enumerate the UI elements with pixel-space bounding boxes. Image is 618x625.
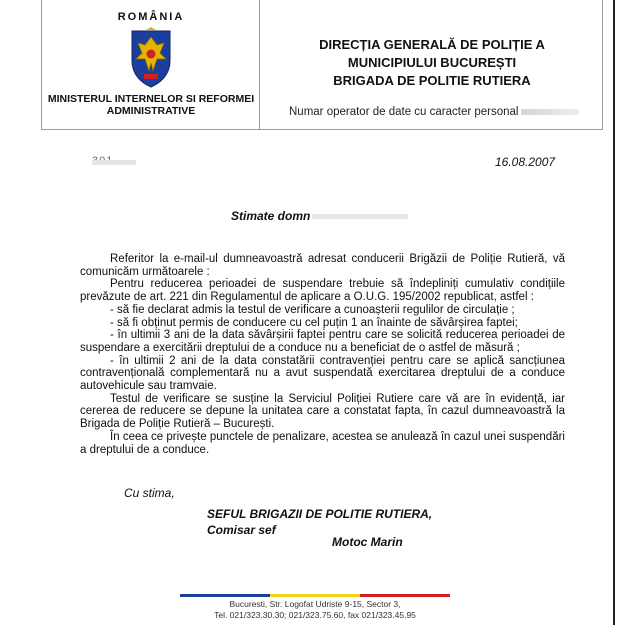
paragraph-intro: Referitor la e-mail-ul dumneavoastră adresat conducerii Brigăzii de Poliție Rutieră, vă comunicăm următoarele : xyxy=(80,253,565,278)
closing: Cu stima, xyxy=(124,486,175,500)
footer-phones: Tel. 021/323.30.30; 021/323.75.60, fax 021/323.45.95 xyxy=(214,610,416,620)
redacted-reference xyxy=(92,160,136,165)
redacted-recipient-name xyxy=(312,214,408,219)
letterhead-left-panel xyxy=(42,0,260,129)
condition-item: - în ultimii 3 ani de la data săvârșirii faptei pentru care se solicită reducerea perioadei de suspendare a exercitării dreptului de a conduce nu a beneficiat de o astfel de măsură ; xyxy=(80,329,565,354)
letter-body xyxy=(80,253,565,456)
footer-contact xyxy=(150,599,480,621)
flag-blue xyxy=(180,594,270,597)
footer-address: Bucuresti, Str. Logofat Udriste 9-15, Sector 3, xyxy=(229,599,401,609)
condition-item: - să fie declarat admis la testul de verificare a cunoașterii regulilor de circulație ; xyxy=(110,303,515,316)
ministry-name xyxy=(42,93,260,117)
coat-of-arms-icon xyxy=(126,27,176,89)
signature-rank: Comisar sef xyxy=(207,523,276,537)
country-name: ROMÂNIA xyxy=(117,11,185,23)
redacted-operator-number xyxy=(521,109,579,115)
directorate-line-2: MUNICIPIULUI BUCUREȘTI xyxy=(347,55,517,70)
directorate-title xyxy=(260,36,604,90)
flag-red xyxy=(360,594,450,597)
signature-name: Motoc Marin xyxy=(332,535,403,549)
paragraph-test: Testul de verificare se susține la Serviciul Poliției Rutiere care vă are în evidență, iar cererea de reducere se depune la unitatea care a constatat fapta, în cazul dumneavoastră la Brigada de Poliție Rutieră – București. xyxy=(80,392,565,431)
directorate-line-3: BRIGADA DE POLITIE RUTIERA xyxy=(333,73,531,88)
ministry-line-1: MINISTERUL INTERNELOR SI REFORMEI xyxy=(47,93,255,105)
condition-item: - să fi obținut permis de conducere cu cel puțin 1 an înainte de săvârșirea faptei; xyxy=(110,316,518,329)
letter-date: 16.08.2007 xyxy=(495,155,556,169)
condition-item: - în ultimii 2 ani de la data constatării contravenției pentru care se aplică sancțiunea contravențională complementară nu a avut suspendată exercitarea dreptului de a conduce autovehicule sau tramvaie. xyxy=(80,354,565,393)
salutation: Stimate domn xyxy=(231,209,311,223)
signature-title: SEFUL BRIGAZII DE POLITIE RUTIERA, xyxy=(207,507,433,521)
paragraph-conditions: Pentru reducerea perioadei de suspendare trebuie să îndepliniți cumulativ condițiile prevăzute de art. 221 din Regulamentul de aplicare a O.U.G. 195/2002 republicat, astfel : xyxy=(80,278,565,304)
operator-label: Numar operator de date cu caracter personal xyxy=(289,106,519,118)
paragraph-points: În ceea ce privește punctele de penalizare, acestea se anulează în cazul unei suspendări a dreptului de a conduce. xyxy=(80,430,565,456)
page-edge-line xyxy=(613,0,615,625)
flag-stripe xyxy=(180,594,450,597)
flag-yellow xyxy=(270,594,360,597)
directorate-line-1: DIRECȚIA GENERALĂ DE POLIȚIE A xyxy=(319,37,545,52)
ministry-line-2: ADMINISTRATIVE xyxy=(106,105,196,117)
letterhead xyxy=(41,0,603,130)
operator-number xyxy=(289,106,579,118)
